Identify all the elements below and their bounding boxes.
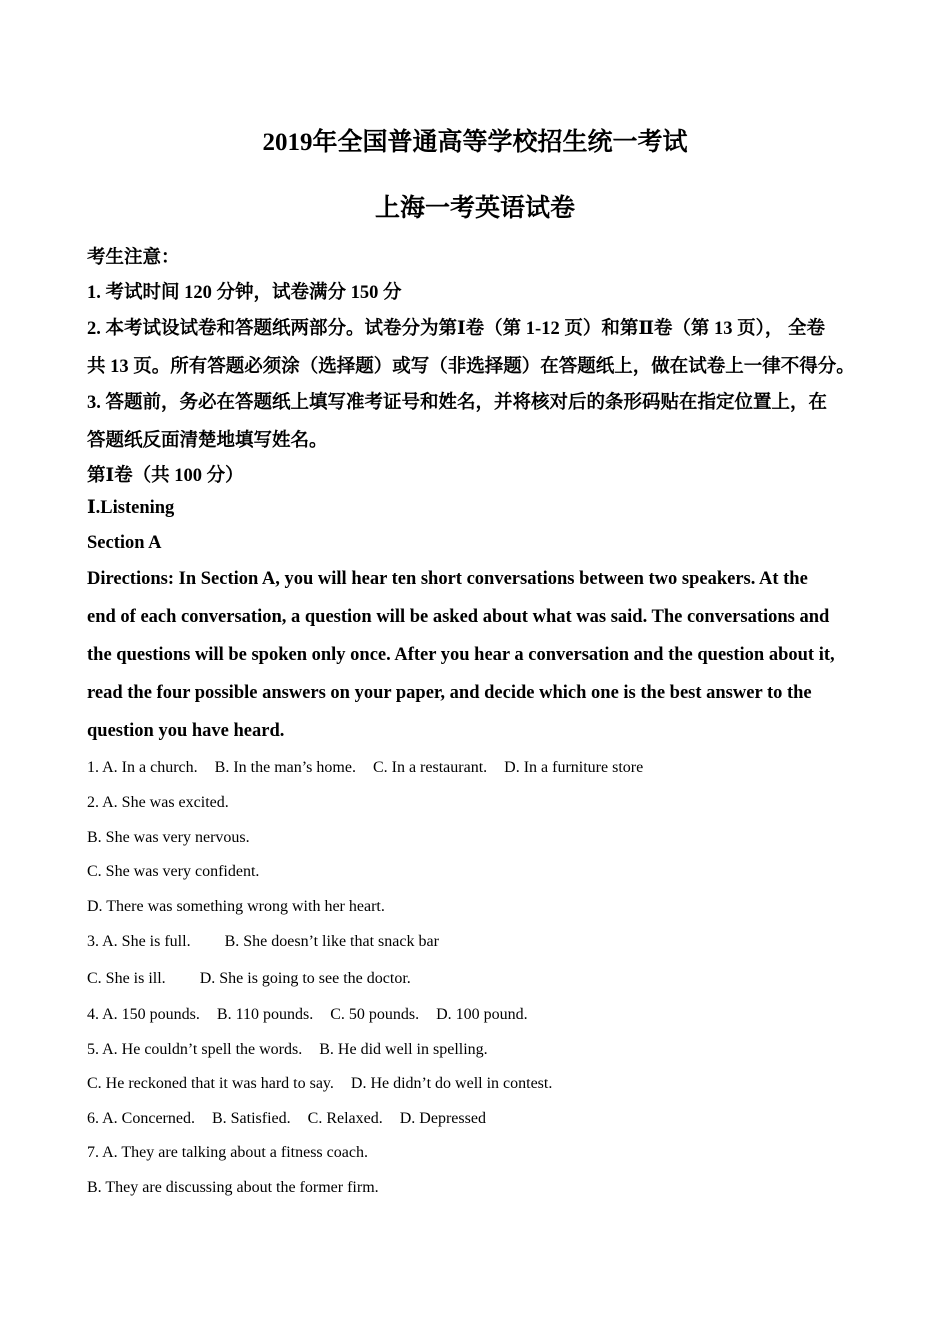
option-d: D. In a furniture store (504, 759, 644, 776)
part-heading: 第Ⅰ卷（共 100 分） (87, 466, 244, 486)
section-heading: Section A (87, 533, 162, 553)
question-7-option-b: B. They are discussing about the former firm. (87, 1179, 379, 1196)
question-2-option-b: B. She was very nervous. (87, 829, 250, 846)
notice-item-3-line-1: 3. 答题前，务必在答题纸上填写准考证号和姓名，并将核对后的条形码贴在指定位置上，在 (87, 393, 828, 413)
option-b: B. Satisfied. (211, 1110, 291, 1127)
notice-item-2-line-1: 2. 本考试设试卷和答题纸两部分。试卷分为第Ⅰ卷（第 1-12 页）和第Ⅱ卷（第 13 页）， 全卷 (87, 319, 826, 339)
option-b: B. She doesn’t like that snack bar (224, 933, 439, 950)
option-a: 4. A. 150 pounds. (87, 1006, 200, 1023)
notice-heading: 考生注意： (87, 248, 180, 268)
question-2-option-d: D. There was something wrong with her heart. (87, 898, 385, 915)
option-d: D. 100 pound. (436, 1006, 528, 1023)
directions-line: the questions will be spoken only once. After you hear a conversation and the question about it, (87, 645, 835, 665)
directions-line: question you have heard. (87, 721, 285, 741)
question-3-row-1 (87, 933, 439, 951)
question-2-option-a: 2. A. She was excited. (87, 794, 229, 811)
paper-title: 上海一考英语试卷 (374, 195, 575, 222)
directions-line: read the four possible answers on your paper, and decide which one is the best answer to the (87, 683, 812, 703)
directions-line: Directions: In Section A, you will hear ten short conversations between two speakers. At the (87, 569, 808, 589)
notice-item-1: 1. 考试时间 120 分钟，试卷满分 150 分 (87, 283, 402, 303)
option-a: 3. A. She is full. (87, 933, 191, 950)
option-a: 5. A. He couldn’t spell the words. (87, 1041, 303, 1058)
directions-line: end of each conversation, a question will be asked about what was said. The conversations and (87, 607, 830, 627)
option-c: C. 50 pounds. (330, 1006, 420, 1023)
listening-heading: Ⅰ.Listening (87, 498, 175, 518)
option-d: D. Depressed (399, 1110, 486, 1127)
option-c: C. Relaxed. (307, 1110, 383, 1127)
notice-item-2-line-2: 共 13 页。所有答题必须涂（选择题）或写（非选择题）在答题纸上，做在试卷上一律不得分。 (87, 357, 855, 377)
question-1 (87, 759, 643, 777)
option-d: D. He didn’t do well in contest. (350, 1075, 553, 1092)
question-2-option-c: C. She was very confident. (87, 863, 260, 880)
option-b: B. 110 pounds. (216, 1006, 314, 1023)
option-b: B. He did well in spelling. (319, 1041, 488, 1058)
question-6 (87, 1110, 486, 1128)
option-a: 6. A. Concerned. (87, 1110, 195, 1127)
question-4 (87, 1006, 528, 1024)
exam-title: 2019年全国普通高等学校招生统一考试 (262, 129, 688, 156)
notice-item-3-line-2: 答题纸反面清楚地填写姓名。 (87, 431, 328, 451)
option-c: C. In a restaurant. (372, 759, 488, 776)
option-c: C. She is ill. (87, 970, 166, 987)
option-d: D. She is going to see the doctor. (199, 970, 411, 987)
option-b: B. In the man’s home. (214, 759, 356, 776)
question-5-row-2 (87, 1075, 552, 1093)
question-5-row-1 (87, 1041, 488, 1059)
option-a: 1. A. In a church. (87, 759, 198, 776)
question-7-option-a: 7. A. They are talking about a fitness coach. (87, 1144, 368, 1161)
option-c: C. He reckoned that it was hard to say. (87, 1075, 334, 1092)
question-3-row-2 (87, 970, 411, 988)
